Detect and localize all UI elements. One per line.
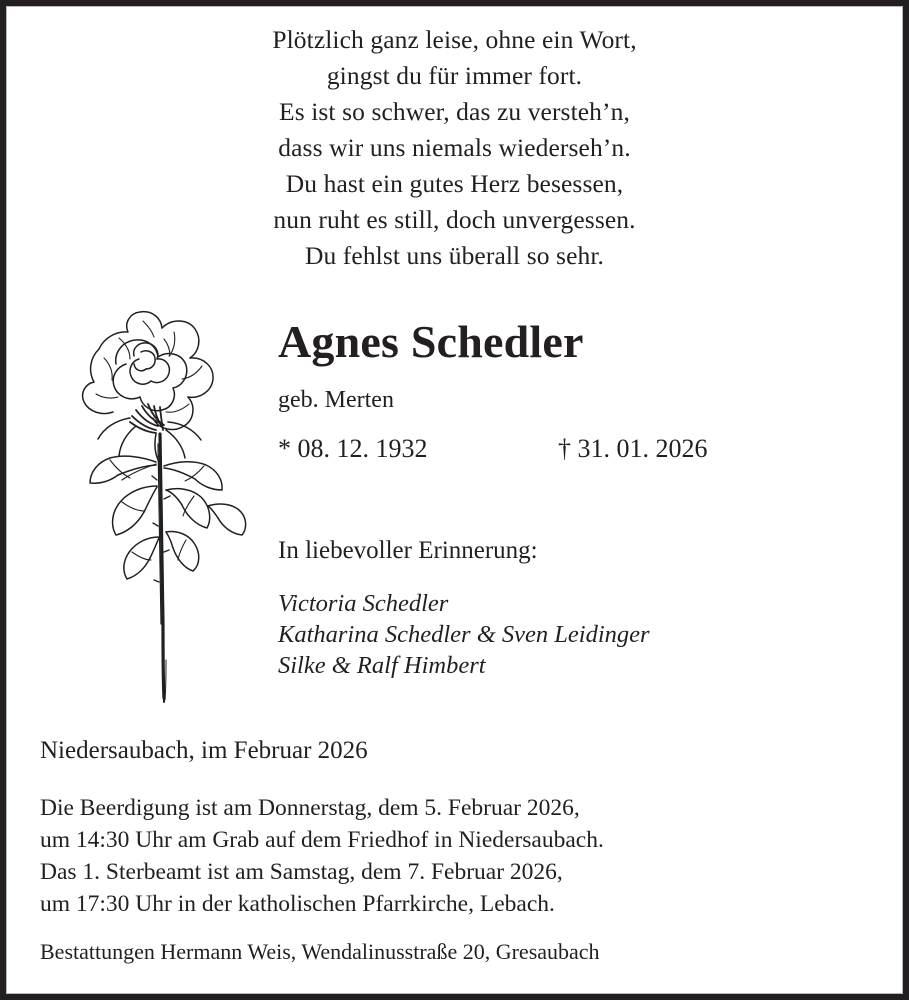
poem-line: Du fehlst uns überall so sehr. (304, 241, 605, 270)
memory-block (278, 536, 877, 681)
deceased-block (278, 318, 877, 464)
funeral-home-credit: Bestattungen Hermann Weis, Wendalinusstraße 20, Gresaubach (40, 939, 600, 964)
poem-line: gingst du für immer fort. (326, 61, 583, 90)
survivor-item: Victoria Schedler (278, 590, 449, 617)
arrangement-line: Das 1. Sterbeamt ist am Samstag, dem 7. Februar 2026, (40, 859, 563, 885)
life-dates (278, 433, 877, 464)
birth-date: * 08. 12. 1932 (278, 434, 428, 464)
maiden-name: geb. Merten (278, 387, 394, 414)
place-and-date: Niedersaubach, im Februar 2026 (40, 737, 368, 764)
funeral-arrangements (40, 792, 877, 920)
rose-illustration (44, 294, 266, 706)
arrangement-line: um 17:30 Uhr in der katholischen Pfarrkirche, Lebach. (40, 891, 555, 917)
poem-line: Es ist so schwer, das zu versteh’n, (279, 97, 630, 126)
death-date: † 31. 01. 2026 (558, 434, 708, 464)
memory-heading: In liebevoller Erinnerung: (278, 537, 538, 564)
survivors-list (278, 588, 877, 681)
poem-line: Plötzlich ganz leise, ohne ein Wort, (272, 25, 637, 54)
poem-line: dass wir uns niemals wiederseh’n. (278, 133, 631, 162)
survivor-item: Silke & Ralf Himbert (278, 652, 486, 679)
arrangement-line: Die Beerdigung ist am Donnerstag, dem 5. Februar 2026, (40, 795, 580, 821)
arrangement-line: um 14:30 Uhr am Grab auf dem Friedhof in Niedersaubach. (40, 827, 604, 853)
poem-line: nun ruht es still, doch unvergessen. (273, 205, 636, 234)
memorial-poem (6, 22, 903, 274)
poem-line: Du hast ein gutes Herz besessen, (285, 169, 624, 198)
deceased-name: Agnes Schedler (278, 316, 584, 367)
survivor-item: Katharina Schedler & Sven Leidinger (278, 621, 650, 648)
